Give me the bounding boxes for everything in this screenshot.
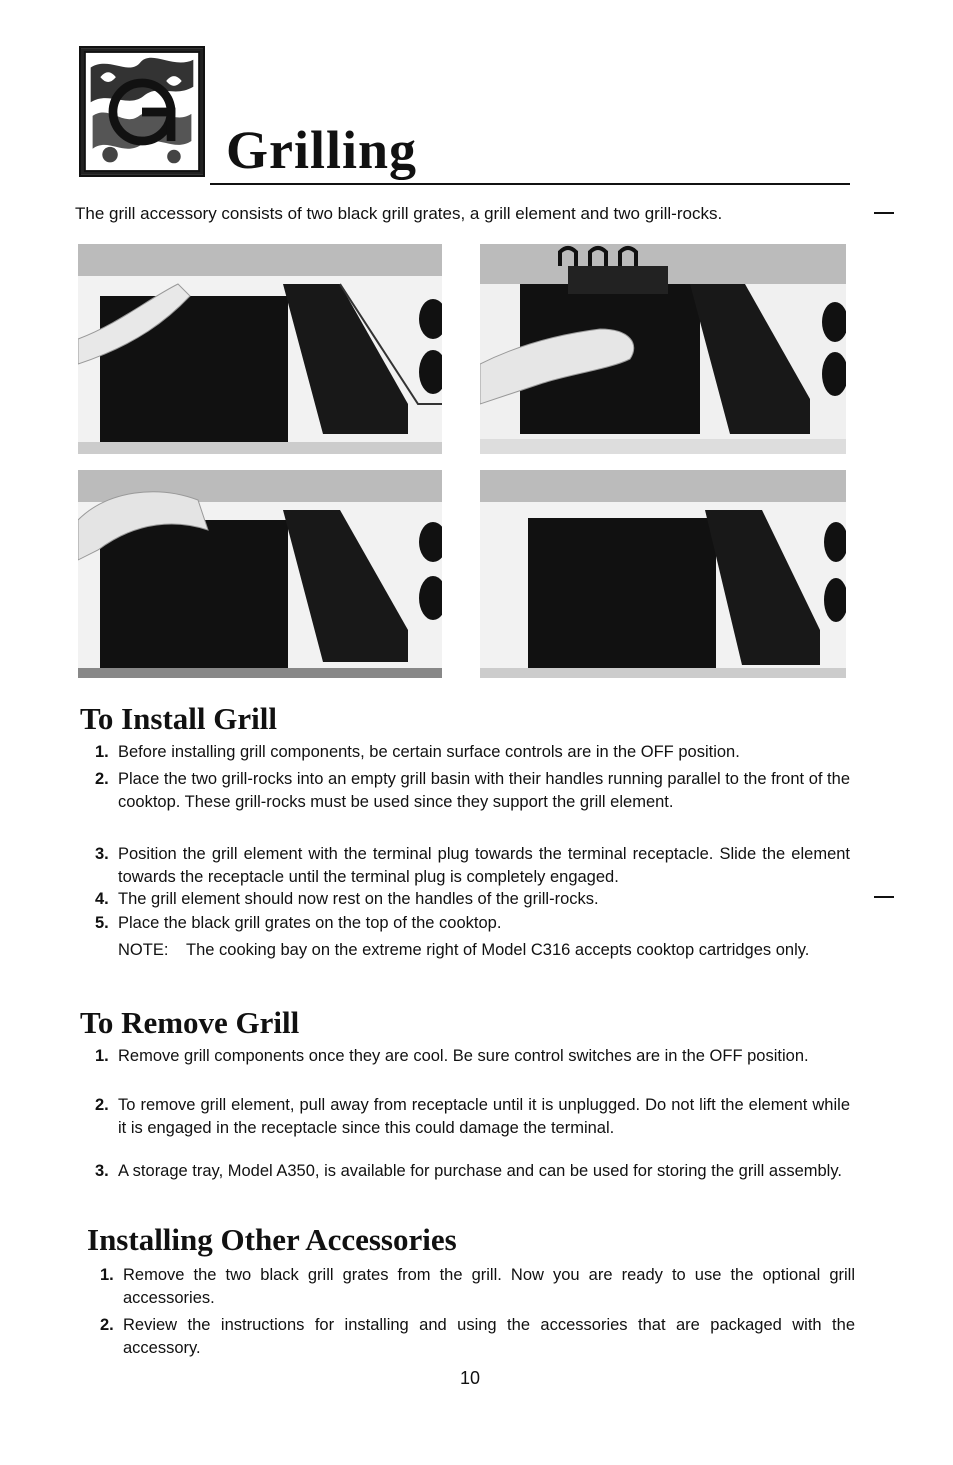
intro-text: The grill accessory consists of two black grill grates, a grill element and two grill-rocks. <box>75 204 723 223</box>
step-number: 1. <box>95 743 109 761</box>
other-accessories-heading: Installing Other Accessories <box>87 1222 457 1257</box>
step-number: 2. <box>95 1096 109 1114</box>
ornament-g-icon <box>81 48 203 175</box>
step-text: A storage tray, Model A350, is available for purchase and can be used for storing the grill assembly. <box>118 1162 842 1180</box>
remove-heading: To Remove Grill <box>80 1005 300 1040</box>
step-number: 3. <box>95 845 109 863</box>
decorative-drop-cap <box>79 46 205 177</box>
photo-inserting-grill-element <box>480 244 846 454</box>
photo-placing-grill-rocks <box>78 244 442 454</box>
margin-mark <box>874 212 894 214</box>
title-rule <box>210 183 850 185</box>
step-text: Position the grill element with the terminal plug towards the terminal receptacle. Slide the element towards the receptacle until the terminal plug is completely engaged. <box>118 845 850 886</box>
install-heading: To Install Grill <box>80 701 277 736</box>
photo-positioning-grates <box>78 470 442 678</box>
step-text: Review the instructions for installing and using the accessories that are packaged with the accessory. <box>123 1316 855 1357</box>
step-text: Place the two grill-rocks into an empty grill basin with their handles running parallel to the front of the cooktop. These grill-rocks must be used since they support the grill element. <box>118 770 850 811</box>
step-text: Place the black grill grates on the top of the cooktop. <box>118 914 502 932</box>
step-text: The grill element should now rest on the handles of the grill-rocks. <box>118 890 599 908</box>
photo-completed-grill <box>480 470 846 678</box>
step-number: 2. <box>100 1316 114 1334</box>
step-text: Remove the two black grill grates from the grill. Now you are ready to use the optional grill accessories. <box>123 1266 855 1307</box>
note-label: NOTE: <box>118 941 169 959</box>
step-number: 1. <box>100 1266 114 1284</box>
margin-mark <box>874 896 894 898</box>
step-text: To remove grill element, pull away from receptacle until it is unplugged. Do not lift the element while it is engaged in the receptacle since this could damage the terminal. <box>118 1096 850 1137</box>
step-number: 2. <box>95 770 109 788</box>
page-title: Grilling <box>226 120 418 180</box>
step-number: 1. <box>95 1047 109 1065</box>
note-text: The cooking bay on the extreme right of Model C316 accepts cooktop cartridges only. <box>186 941 810 959</box>
step-text: Remove grill components once they are cool. Be sure control switches are in the OFF position. <box>118 1047 809 1065</box>
step-number: 4. <box>95 890 109 908</box>
page-number: 10 <box>460 1368 481 1388</box>
step-number: 5. <box>95 914 109 932</box>
step-number: 3. <box>95 1162 109 1180</box>
step-text: Before installing grill components, be certain surface controls are in the OFF position. <box>118 743 740 761</box>
